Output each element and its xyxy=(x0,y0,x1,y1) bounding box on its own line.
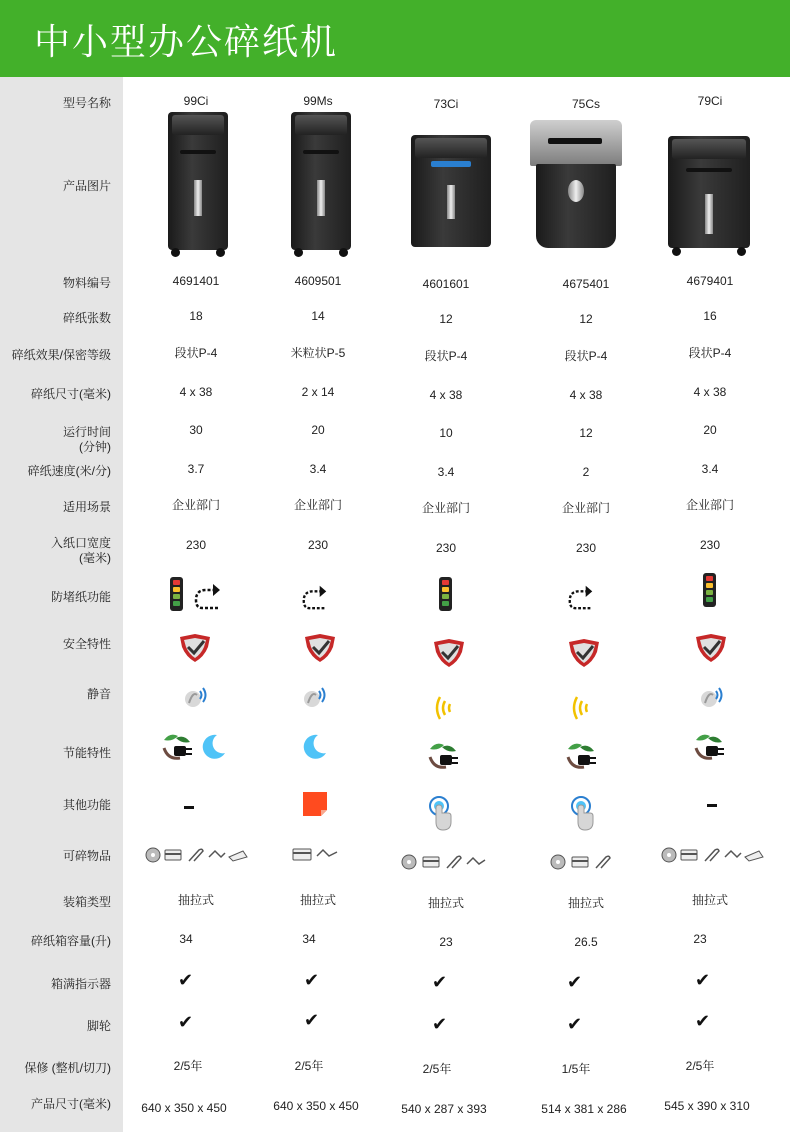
sku-value: 4675401 xyxy=(562,277,610,291)
security-value: 段状P-4 xyxy=(564,349,608,363)
sku-value: 4601601 xyxy=(422,277,470,291)
entry-width-value: 230 xyxy=(699,538,721,552)
run-time-value: 30 xyxy=(189,423,203,437)
row-label-safety: 安全特性 xyxy=(62,637,111,651)
speed-value: 3.7 xyxy=(187,462,205,476)
warranty-value: 2/5年 xyxy=(294,1059,324,1073)
row-label-usage: 适用场景 xyxy=(62,500,111,514)
shreddable-items-icons xyxy=(291,846,341,862)
caster-wheel xyxy=(294,248,303,257)
product-image xyxy=(291,112,351,258)
touch-hand-icon xyxy=(427,796,453,832)
product-image xyxy=(530,120,622,250)
caster-wheel xyxy=(171,248,180,257)
run-time-value: 20 xyxy=(703,423,717,437)
safety-shield-icon xyxy=(303,633,337,663)
safety-shield-icon xyxy=(178,633,212,663)
caster-wheel xyxy=(672,247,681,256)
sleep-moon-icon xyxy=(300,733,328,761)
row-label-anti-jam: 防堵纸功能 xyxy=(50,590,111,604)
clip-icon xyxy=(189,849,203,861)
reverse-arrow-icon xyxy=(300,580,330,612)
caster-wheel xyxy=(737,247,746,256)
check-icon: ✔ xyxy=(304,970,320,991)
check-icon: ✔ xyxy=(567,1014,583,1035)
run-time-value: 10 xyxy=(439,426,453,440)
speed-value: 3.4 xyxy=(309,462,327,476)
row-label-image: 产品图片 xyxy=(62,179,111,193)
row-label-cut-size: 碎纸尺寸(毫米) xyxy=(31,387,111,401)
reverse-arrow-icon xyxy=(566,580,596,612)
row-label-sku: 物料编号 xyxy=(62,276,111,290)
staple-icon xyxy=(725,851,741,857)
security-value: 段状P-4 xyxy=(688,346,732,360)
check-icon: ✔ xyxy=(695,1011,711,1032)
warranty-value: 2/5年 xyxy=(173,1059,203,1073)
safety-shield-icon xyxy=(432,638,466,668)
row-label-casters: 脚轮 xyxy=(86,1019,111,1033)
usage-value: 企业部门 xyxy=(421,501,470,515)
speed-value: 3.4 xyxy=(701,462,719,476)
check-icon: ✔ xyxy=(432,1014,448,1035)
speed-value: 3.4 xyxy=(437,465,455,479)
run-time-value: 20 xyxy=(311,423,325,437)
sku-value: 4691401 xyxy=(172,274,220,288)
row-label-entry-width: 入纸口宽度 xyxy=(50,536,111,550)
bin-window xyxy=(705,194,713,234)
usage-value: 企业部门 xyxy=(171,498,220,512)
usage-value: 企业部门 xyxy=(685,498,734,512)
dimensions-value: 640 x 350 x 450 xyxy=(273,1099,359,1113)
safety-shield-icon xyxy=(694,633,728,663)
safety-shield-icon xyxy=(567,638,601,668)
card-icon xyxy=(681,850,697,860)
bin-type-value: 抽拉式 xyxy=(299,893,336,907)
shreddable-items-icons xyxy=(661,847,765,863)
run-time-value: 12 xyxy=(579,426,593,440)
cut-size-value: 4 x 38 xyxy=(569,388,603,402)
entry-width-value: 230 xyxy=(307,538,329,552)
sku-value: 4609501 xyxy=(294,274,342,288)
bin-window xyxy=(317,180,325,216)
warranty-value: 2/5年 xyxy=(422,1062,452,1076)
check-icon: ✔ xyxy=(567,972,583,993)
check-icon: ✔ xyxy=(304,1010,320,1031)
warranty-value: 1/5年 xyxy=(561,1062,591,1076)
bin-window xyxy=(447,185,455,219)
caster-wheel xyxy=(216,248,225,257)
dimensions-value: 640 x 350 x 450 xyxy=(141,1101,227,1115)
energy-saving-plug-icon xyxy=(160,730,196,764)
row-label-full-indicator: 箱满指示器 xyxy=(50,977,111,991)
row-label-model: 型号名称 xyxy=(62,96,111,110)
security-value: 段状P-4 xyxy=(424,349,468,363)
row-label-bin-capacity: 碎纸箱容量(升) xyxy=(31,934,111,948)
sku-value: 4679401 xyxy=(686,274,734,288)
shreddable-items-icons xyxy=(145,847,249,863)
check-icon: ✔ xyxy=(178,1012,194,1033)
bin-window xyxy=(568,180,584,202)
row-label-entry-width-unit: (毫米) xyxy=(79,551,111,565)
shredder-slot xyxy=(303,150,339,154)
row-label-security: 碎纸效果/保密等级 xyxy=(11,348,111,362)
entry-width-value: 230 xyxy=(435,541,457,555)
check-icon: ✔ xyxy=(432,972,448,993)
sleep-moon-icon xyxy=(199,733,227,761)
check-icon: ✔ xyxy=(695,970,711,991)
bin-window xyxy=(194,180,202,216)
touch-hand-icon xyxy=(569,796,595,832)
bin-type-value: 抽拉式 xyxy=(177,893,214,907)
card-icon xyxy=(293,849,311,860)
entry-width-value: 230 xyxy=(575,541,597,555)
shredder-top xyxy=(415,138,487,158)
bin-capacity-value: 23 xyxy=(693,932,707,946)
traffic-light-icon xyxy=(703,573,716,607)
row-label-energy: 节能特性 xyxy=(62,746,111,760)
label-column xyxy=(0,77,123,1132)
row-label-speed: 碎纸速度(米/分) xyxy=(27,464,111,478)
shreddable-items-icons xyxy=(401,854,487,870)
warranty-value: 2/5年 xyxy=(685,1059,715,1073)
page-title: 中小型办公碎纸机 xyxy=(34,22,339,63)
row-label-run-time-unit: (分钟) xyxy=(79,440,111,454)
page-header xyxy=(0,0,790,77)
sound-wave-icon xyxy=(432,693,456,723)
usage-value: 企业部门 xyxy=(293,498,342,512)
check-icon: ✔ xyxy=(178,970,194,991)
cut-size-value: 4 x 38 xyxy=(693,385,727,399)
dimensions-value: 545 x 390 x 310 xyxy=(664,1099,750,1113)
shredder-body xyxy=(536,164,616,248)
staple-icon xyxy=(209,851,225,857)
energy-saving-plug-icon xyxy=(564,739,600,773)
row-label-sheets: 碎纸张数 xyxy=(62,311,111,325)
shredder-slot xyxy=(431,161,471,167)
bin-capacity-value: 26.5 xyxy=(574,935,598,949)
cd-icon xyxy=(662,848,676,862)
cut-size-value: 4 x 38 xyxy=(429,388,463,402)
clip-icon xyxy=(705,849,719,861)
model-name: 99Ms xyxy=(303,94,333,108)
model-name: 99Ci xyxy=(183,94,209,108)
bin-capacity-value: 34 xyxy=(179,932,193,946)
reverse-arrow-icon xyxy=(192,578,224,612)
row-label-shreddable: 可碎物品 xyxy=(62,849,111,863)
product-image xyxy=(668,136,750,258)
bin-capacity-value: 34 xyxy=(302,932,316,946)
product-image xyxy=(168,112,228,258)
none-dash-icon xyxy=(707,804,717,807)
clip-icon xyxy=(447,856,461,868)
row-label-bin-type: 装箱类型 xyxy=(62,895,111,909)
clip-icon xyxy=(596,856,610,868)
row-label-run-time: 运行时间 xyxy=(62,425,111,439)
card-icon xyxy=(423,857,439,867)
model-name: 79Ci xyxy=(697,94,723,108)
quiet-speaker-icon xyxy=(699,683,725,711)
cd-icon xyxy=(402,855,416,869)
sheets-value: 12 xyxy=(439,312,453,326)
cut-size-value: 4 x 38 xyxy=(179,385,213,399)
energy-saving-plug-icon xyxy=(692,730,728,764)
row-label-other: 其他功能 xyxy=(62,798,111,812)
traffic-light-icon xyxy=(170,577,183,611)
shredder-slot xyxy=(548,138,602,144)
caster-wheel xyxy=(339,248,348,257)
usage-value: 企业部门 xyxy=(561,501,610,515)
bin-type-value: 抽拉式 xyxy=(427,896,464,910)
card-icon xyxy=(572,857,588,867)
sound-wave-icon xyxy=(569,693,593,723)
shredder-top xyxy=(672,139,746,159)
speed-value: 2 xyxy=(582,465,590,479)
quiet-speaker-icon xyxy=(302,683,328,711)
entry-width-value: 230 xyxy=(185,538,207,552)
dimensions-value: 514 x 381 x 286 xyxy=(541,1102,627,1116)
quiet-speaker-icon xyxy=(183,683,209,711)
shredder-top xyxy=(172,115,224,135)
security-value: 米粒状P-5 xyxy=(290,346,346,360)
bin-type-value: 抽拉式 xyxy=(567,896,604,910)
paper-icon xyxy=(745,851,763,861)
orange-square-icon xyxy=(303,792,327,816)
sheets-value: 12 xyxy=(579,312,593,326)
staple-icon xyxy=(317,850,337,856)
card-icon xyxy=(165,850,181,860)
bin-type-value: 抽拉式 xyxy=(691,893,728,907)
sheets-value: 18 xyxy=(189,309,203,323)
cut-size-value: 2 x 14 xyxy=(301,385,335,399)
row-label-dimensions: 产品尺寸(毫米) xyxy=(31,1097,111,1111)
cd-icon xyxy=(146,848,160,862)
paper-icon xyxy=(229,851,247,861)
energy-saving-plug-icon xyxy=(426,739,462,773)
sheets-value: 14 xyxy=(311,309,325,323)
shredder-top xyxy=(295,115,347,135)
staple-icon xyxy=(467,858,485,864)
cd-icon xyxy=(551,855,565,869)
shreddable-items-icons xyxy=(550,854,612,870)
sheets-value: 16 xyxy=(703,309,717,323)
traffic-light-icon xyxy=(439,577,452,611)
model-name: 73Ci xyxy=(433,97,459,111)
shredder-slot xyxy=(686,168,732,172)
security-value: 段状P-4 xyxy=(174,346,218,360)
shredder-slot xyxy=(180,150,216,154)
product-image xyxy=(411,135,491,249)
row-label-silent: 静音 xyxy=(86,687,111,701)
none-dash-icon xyxy=(184,806,194,809)
dimensions-value: 540 x 287 x 393 xyxy=(401,1102,487,1116)
bin-capacity-value: 23 xyxy=(439,935,453,949)
row-label-warranty: 保修 (整机/切刀) xyxy=(24,1061,111,1075)
model-name: 75Cs xyxy=(571,97,600,111)
